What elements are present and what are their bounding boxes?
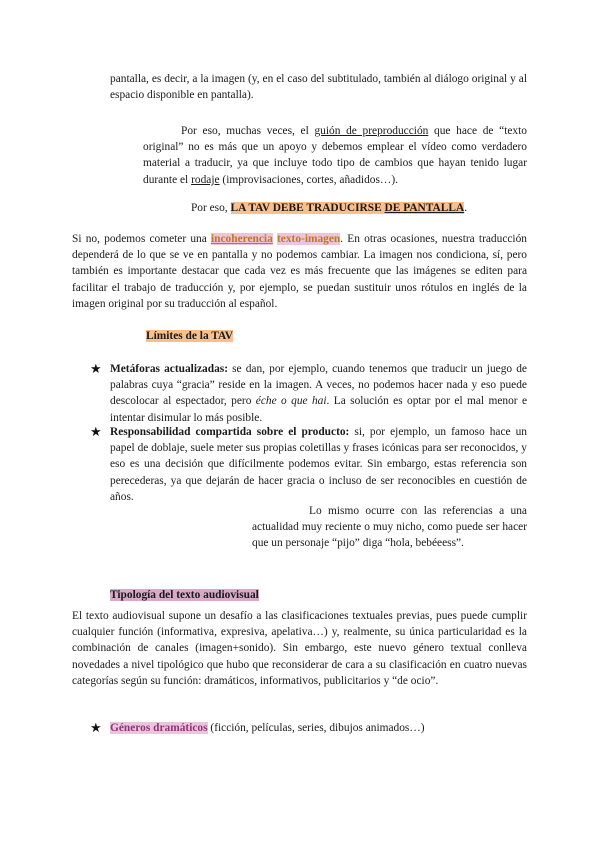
term-incoherencia: incoherencia (210, 233, 273, 245)
section-heading-tipologia: Tipología del texto audiovisual (110, 589, 259, 601)
thesis-line: Por eso, LA TAV DEBE TRADUCIRSE DE PANTALLA. (190, 202, 468, 214)
quote-referencias: Lo mismo ocurre con las referencias a una actualidad muy reciente o muy nicho, como puede ser hacer que un personaje “pijo” diga “hola, bebéeess”. (252, 505, 527, 550)
intro-text: pantalla, es decir, a la imagen (y, en el caso del subtitulado, también al diálogo original y al espacio disponible en pantalla). (110, 73, 527, 102)
bullet-responsabilidad: Responsabilidad compartida sobre el producto: si, por ejemplo, un famoso hace un papel de doblaje, suele meter sus propias coletillas y frases icónicas para ser reconocidos, y eso es una decisión que difícilmente podemos evitar. Sin embargo, estas referencia son perecederas, ya que dejarán de hacer gracia o incluso de ser reconocibles en cuestión de años. (110, 426, 527, 503)
star-bullet-icon: ★ (90, 361, 102, 376)
bullet-metaforas: Metáforas actualizadas: se dan, por ejemplo, cuando tenemos que traducir un juego de palabras cuya “gracia” reside en la imagen. A veces, no podemos hacer nada y eso puede descolocar al espectador, pero éche o que hai. La solución es optar por el mal menor e intentar disimular lo más posible. (110, 363, 528, 424)
term-responsabilidad: Responsabilidad compartida sobre el producto: (110, 426, 350, 438)
term-generos-dramaticos: Géneros dramáticos (110, 722, 208, 734)
star-bullet-icon: ★ (90, 424, 102, 439)
intro-paragraph (110, 71, 527, 103)
star-bullet-icon: ★ (90, 720, 102, 735)
term-metaforas: Metáforas actualizadas: (110, 363, 228, 375)
section-heading-limites: Límites de la TAV (146, 330, 234, 342)
quote-preproduction: Por eso, muchas veces, el guión de preproducción que hace de “texto original” no es más que un apoyo y debemos emplear el vídeo como verdadero material a traducir, ya que incluye todo tipo de cambios que hayan tenido lugar durante el rodaje (improvisaciones, cortes, añadidos…). (143, 125, 527, 186)
term-rodaje: rodaje (191, 173, 220, 186)
bullet-generos-dramaticos: Géneros dramáticos (ficción, películas, series, dibujos animados…) (110, 722, 425, 734)
paragraph-texto-audiovisual: El texto audiovisual supone un desafío a las clasificaciones textuales previas, pues puede cumplir cualquier función (informativa, expresiva, apelativa…) y, realmente, su única particularidad es la combinación de canales (imagen+sonido). Sin embargo, este nuevo género textual conlleva novedades a nivel tipológico que hubo que reconsiderar de cara a su clasificación en cuatro nuevas categorías según su función: dramáticos, informativos, publicitarios y “de ocio”. (72, 610, 527, 687)
thesis-highlight: LA TAV DEBE TRADUCIRSE DE PANTALLA (230, 202, 465, 214)
paragraph-incoherencia: Si no, podemos cometer una incoherencia texto-imagen. En otras ocasiones, nuestra traducción dependerá de lo que se ve en pantalla y no podemos cambiar. La imagen nos condiciona, sí, pero también es importante destacar que cada vez es más frecuente que las imágenes se editen para facilitar el trabajo de traducción y, por ejemplo, se puedan sustituir unos rótulos en inglés de la imagen original por su traducción al español. (72, 233, 527, 310)
term-texto-imagen: texto-imagen (277, 233, 341, 245)
term-guion-preproduccion: guión de preproducción (314, 125, 429, 137)
